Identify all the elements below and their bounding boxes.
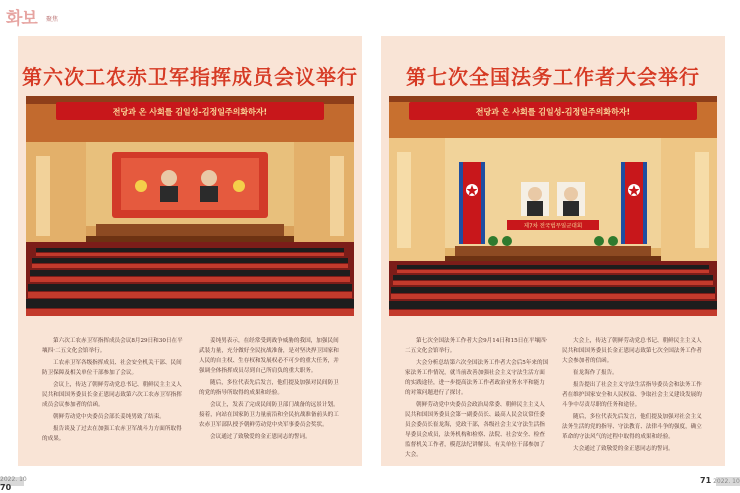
left-page-number: 70 [0, 483, 12, 492]
paragraph: 朝鲜劳动党中央委员会部长姜纯男致了结束。 [53, 414, 165, 420]
paragraph: 报告提出了社会主义守法生活指导委员会和法务工作者在维护国家安全和人民权益、争取社会主义建设发展的斗争中尽责尽职的任务和途径。 [562, 382, 702, 408]
left-column-1 [42, 336, 187, 446]
section-label: 聚焦 [45, 16, 58, 23]
paragraph: 工农赤卫军各级指挥成员、社会安全机关干部、民间防卫保障及相关单位干部参加了会议。 [42, 360, 182, 376]
paragraph: 会议上，发表了完成民间防卫部门战备的远景计划。接着，向站在国家防卫力量前沿和全民抗战准备前头的工农赤卫军部队授予朝鲜劳动党中央军事委员会奖状。 [199, 402, 339, 428]
right-meeting-photo [389, 96, 717, 316]
right-photo-banner-text: 전당과 온 사회를 김일성-김정일주의화하자! [475, 107, 631, 117]
right-page [381, 36, 725, 466]
right-column-2 [562, 336, 707, 462]
paragraph: 第七次全国法务工作者大会9月14日和15日在平壤四·二五文化会馆举行。 [405, 338, 548, 354]
right-footer [700, 476, 740, 488]
magazine-logo: 화보 [6, 9, 37, 29]
left-article-body [42, 336, 344, 446]
left-issue-date: 2022. 10 [0, 476, 27, 483]
left-column-2 [199, 336, 344, 446]
paragraph: 随后，多位代表先后发言，他们提及加强对民间防卫的党的指导所取得的成果和经验。 [199, 380, 339, 396]
paragraph: 崔龙海作了报告。 [573, 370, 618, 376]
right-photo-stage-text: 제7차 전국법무일군대회 [523, 223, 583, 230]
right-page-number: 71 [700, 476, 712, 485]
left-article-title: 第六次工农赤卫军指挥成员会议举行 [22, 65, 358, 89]
right-column-1 [405, 336, 550, 462]
paragraph: 会议上，传达了朝鲜劳动党总书记、朝鲜民主主义人民共和国国务委员长金正恩同志致第六次工农赤卫军指挥成员会议参加者的信函。 [42, 382, 182, 408]
masthead [6, 4, 58, 29]
right-issue-date: 2022. 10 [713, 478, 740, 485]
right-article-body [405, 336, 707, 462]
paragraph: 报告谈及了过去在加强工农赤卫军战斗力方面所取得的成果。 [42, 426, 182, 442]
right-article-title: 第七次全国法务工作者大会举行 [406, 65, 700, 89]
paragraph: 大会上，传达了朝鲜劳动党总书记、朝鲜民主主义人民共和国国务委员长金正恩同志致第七次全国法务工作者大会参加者的信函。 [562, 338, 702, 364]
paragraph: 随后，多位代表先后发言，他们提及加强对社会主义法务生活的党的指导、守法教育、法律斗争的强度，确立革命的守法风气的过程中取得的成果和经验。 [562, 414, 702, 440]
paragraph: 会议通过了致敬爱的金正恩同志的誓词。 [210, 434, 311, 440]
paragraph: 大会通过了致敬爱的金正恩同志的誓词。 [573, 446, 674, 452]
left-footer [0, 476, 36, 492]
paragraph: 姜纯男表示，在经常受到战争威胁的我国，加强民间武装力量，充分做好全民抗战准备，是对坚决捍卫国家和人民的自主权、生存权和发展权必不可少的重大任务，并强调全体指挥成员尽到自己所肩负的重大职务。 [199, 338, 339, 374]
left-photo-banner-text: 전당과 온 사회를 김일성-김정일주의화하자! [112, 107, 268, 117]
left-page [18, 36, 362, 466]
left-meeting-photo [26, 96, 354, 316]
paragraph: 朝鲜劳动党中央委员会政治局常委、朝鲜民主主义人民共和国国务委员会第一副委员长、最高人民会议常任委员会委员长崔龙海，党政干部，各级社会主义守法生活指导委员会成员，法务机构和检察、法院、社会安全、检查监督机关工作者，模范法纪讲解员、有关单位干部参加了大会。 [405, 402, 545, 458]
paragraph: 大会分析总结第六次全国法务工作者大会后5年来的国家法务工作情况，就当前改善加强社会主义守法生活方面的实践途径，进一步提高法务工作者政治业务水平和能力的对策问题进行了探讨。 [405, 360, 549, 396]
paragraph: 第六次工农赤卫军指挥成员会议8月29日和30日在平壤四·二五文化会馆举行。 [42, 338, 183, 354]
